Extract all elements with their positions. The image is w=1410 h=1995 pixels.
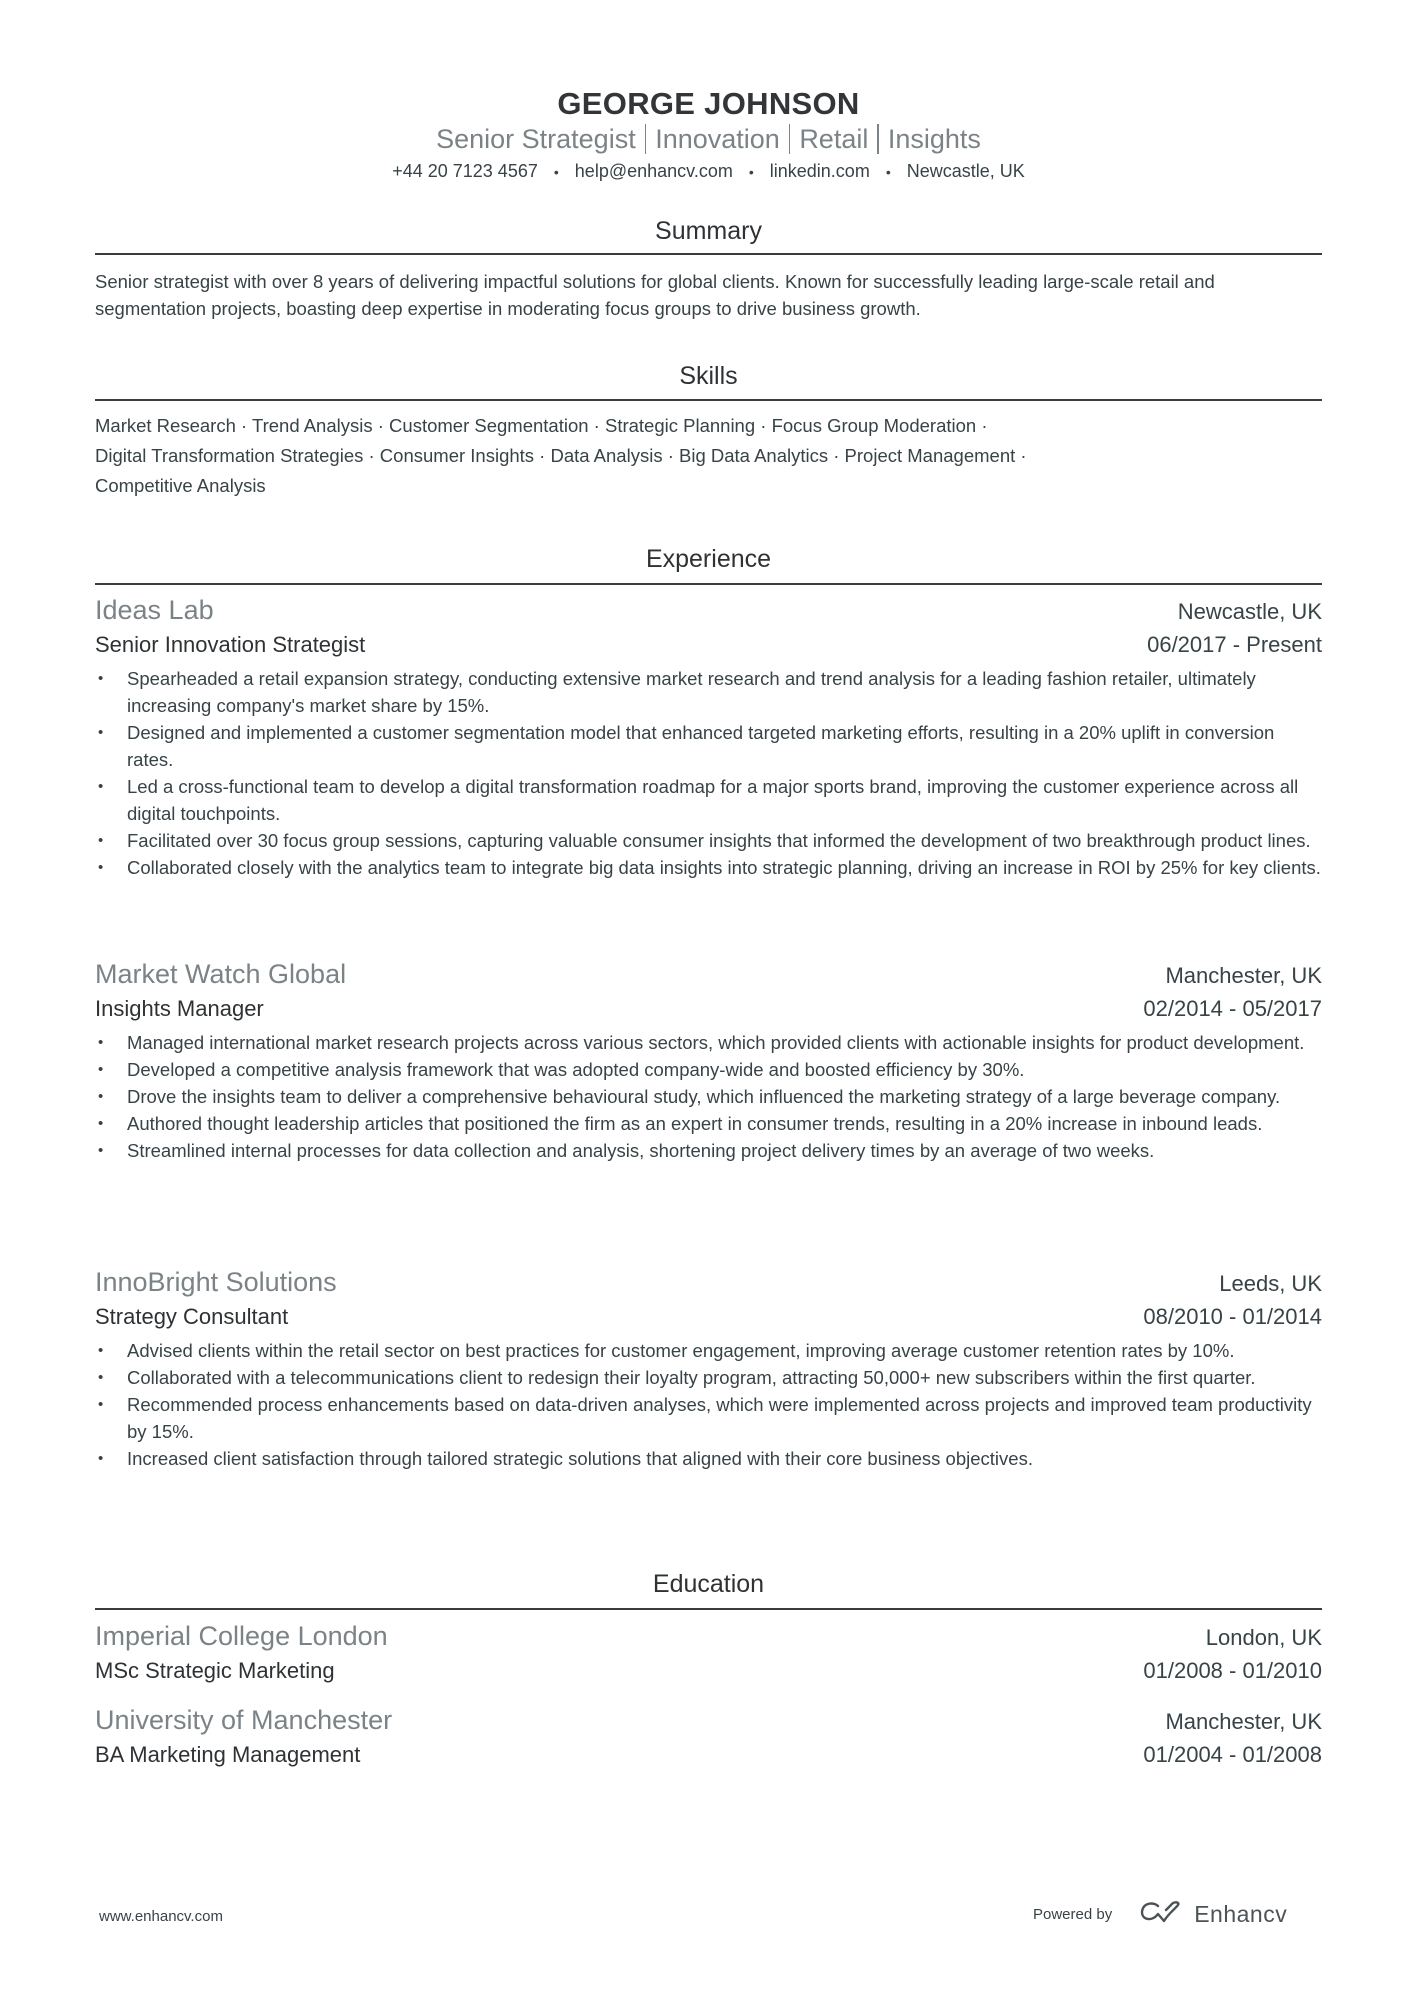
skills-list (95, 411, 1322, 501)
degree: BA Marketing Management (95, 1742, 361, 1767)
company-name: InnoBright Solutions (95, 1267, 337, 1297)
bullet: • Streamlined internal processes for data collection and analysis, shortening project delivery times by an average of two weeks. (95, 1137, 1322, 1164)
job-bullets (95, 1029, 1322, 1164)
school-location: London, UK (1205, 1625, 1322, 1650)
powered-by-label: Powered by (1033, 1906, 1113, 1923)
title-separator (877, 124, 879, 154)
title-part: Insights (887, 124, 981, 154)
location: Newcastle, UK (906, 161, 1025, 181)
enhancv-logo-icon (1138, 1900, 1184, 1929)
section-title-skills: Skills (679, 362, 738, 390)
job-role: Strategy Consultant (95, 1304, 289, 1329)
email-link[interactable]: help@enhancv.com (574, 161, 733, 181)
school-name: University of Manchester (95, 1705, 393, 1735)
bullet: • Designed and implemented a customer segmentation model that enhanced targeted marketing efforts, resulting in a 20% uplift in conversion rates. (95, 719, 1322, 773)
bullet: • Led a cross-functional team to develop a digital transformation roadmap for a major sports brand, improving the customer experience across all digital touchpoints. (95, 773, 1322, 827)
job-bullets (95, 1337, 1322, 1472)
footer-website-link[interactable]: www.enhancv.com (99, 1908, 223, 1925)
experience-entry (95, 957, 1322, 1164)
footer-branding (1033, 1900, 1287, 1929)
summary-text: Senior strategist with over 8 years of delivering impactful solutions for global clients. Known for successfully leading large-scale retail and segmentation projects, boasting deep expertise in moderating focus groups to drive business growth. (95, 271, 1215, 319)
experience-entry (95, 1265, 1322, 1472)
education-entry (95, 1619, 1322, 1687)
section-title-summary: Summary (655, 217, 762, 245)
job-role: Senior Innovation Strategist (95, 632, 366, 657)
school-name: Imperial College London (95, 1621, 388, 1651)
degree: MSc Strategic Marketing (95, 1658, 335, 1683)
experience-entry (95, 593, 1322, 881)
skills-line: Market Research · Trend Analysis · Customer Segmentation · Strategic Planning · Focus Group Moderation · (95, 415, 988, 436)
candidate-name: GEORGE JOHNSON (557, 86, 860, 121)
company-name: Market Watch Global (95, 959, 347, 989)
phone: +44 20 7123 4567 (392, 161, 538, 181)
title-part: Innovation (655, 124, 780, 154)
bullet: • Managed international market research projects across various sectors, which provided clients with actionable insights for product development. (95, 1029, 1322, 1056)
bullet: • Authored thought leadership articles that positioned the firm as an expert in consumer trends, resulting in a 20% increase in inbound leads. (95, 1110, 1322, 1137)
brand-name: Enhancv (1194, 1901, 1288, 1927)
bullet: • Spearheaded a retail expansion strategy, conducting extensive market research and trend analysis for a leading fashion retailer, ultimately increasing company's market share by 15%. (95, 665, 1322, 719)
section-divider (95, 583, 1322, 585)
job-location: Manchester, UK (1165, 963, 1322, 988)
company-name: Ideas Lab (95, 595, 214, 625)
education-dates: 01/2004 - 01/2008 (1143, 1742, 1322, 1767)
title-part: Senior Strategist (436, 124, 636, 154)
education-entry (95, 1703, 1322, 1771)
title-separator (645, 124, 647, 154)
bullet: • Recommended process enhancements based on data-driven analyses, which were implemented across projects and improved team productivity by 15%. (95, 1391, 1322, 1445)
title-separator (789, 124, 791, 154)
bullet: • Collaborated with a telecommunications client to redesign their loyalty program, attracting 50,000+ new subscribers within the first quarter. (95, 1364, 1322, 1391)
job-location: Leeds, UK (1219, 1271, 1322, 1296)
section-title-education: Education (652, 1570, 765, 1598)
section-divider (95, 399, 1322, 401)
section-divider (95, 253, 1322, 255)
title-part: Retail (799, 124, 869, 154)
contact-separator: • (748, 164, 754, 180)
section-title-experience: Experience (645, 545, 772, 573)
candidate-title (95, 123, 1322, 155)
bullet: • Collaborated closely with the analytics team to integrate big data insights into strategic planning, driving an increase in ROI by 25% for key clients. (95, 854, 1322, 881)
job-bullets (95, 665, 1322, 881)
job-location: Newcastle, UK (1177, 599, 1322, 624)
job-dates: 08/2010 - 01/2014 (1143, 1304, 1322, 1329)
education-dates: 01/2008 - 01/2010 (1143, 1658, 1322, 1683)
linkedin-link[interactable]: linkedin.com (769, 161, 870, 181)
school-location: Manchester, UK (1165, 1709, 1322, 1734)
section-divider (95, 1608, 1322, 1610)
bullet: • Facilitated over 30 focus group sessions, capturing valuable consumer insights that informed the development of two breakthrough product lines. (95, 827, 1322, 854)
bullet: • Increased client satisfaction through tailored strategic solutions that aligned with their core business objectives. (95, 1445, 1322, 1472)
bullet: • Drove the insights team to deliver a comprehensive behavioural study, which influenced the marketing strategy of a large beverage company. (95, 1083, 1322, 1110)
contact-separator: • (553, 164, 559, 180)
job-dates: 02/2014 - 05/2017 (1143, 996, 1322, 1021)
skills-line: Digital Transformation Strategies · Consumer Insights · Data Analysis · Big Data Analytics · Project Management · (95, 445, 1027, 466)
bullet: • Developed a competitive analysis framework that was adopted company-wide and boosted efficiency by 30%. (95, 1056, 1322, 1083)
job-dates: 06/2017 - Present (1147, 632, 1322, 657)
skills-line: Competitive Analysis (95, 475, 266, 496)
bullet: • Advised clients within the retail sector on best practices for customer engagement, improving average customer retention rates by 10%. (95, 1337, 1322, 1364)
job-role: Insights Manager (95, 996, 264, 1021)
contact-info (95, 159, 1322, 184)
contact-separator: • (885, 164, 891, 180)
